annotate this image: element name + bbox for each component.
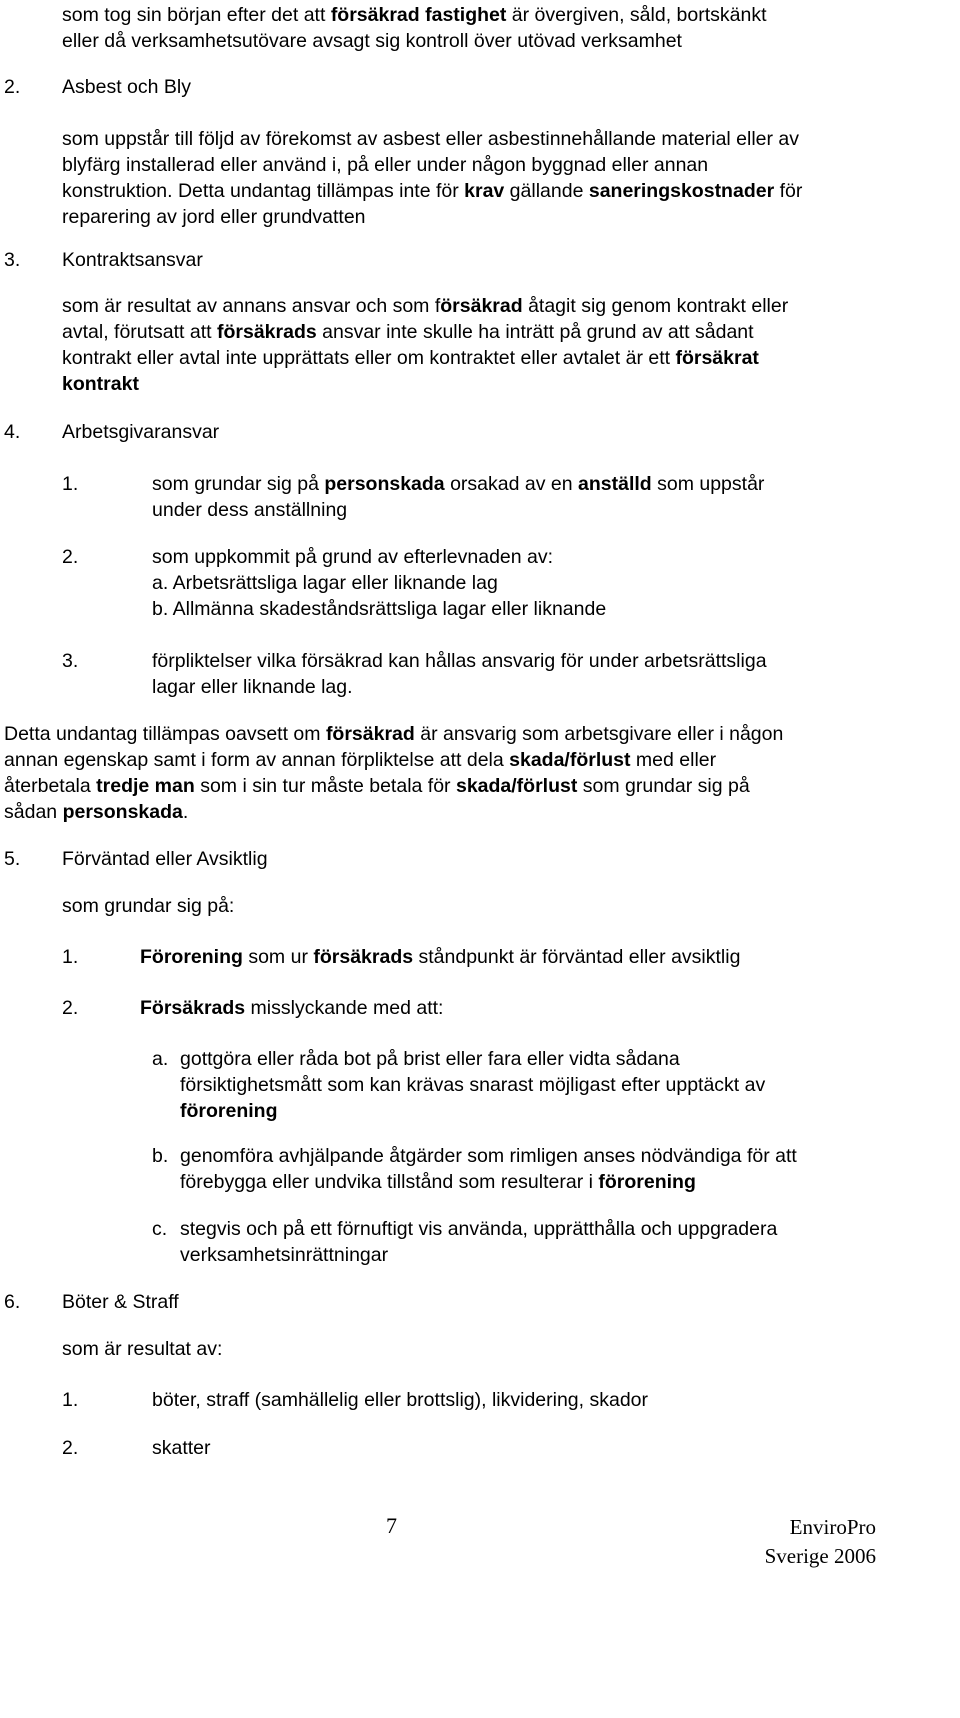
section-5-item-2-text: Försäkrads misslyckande med att: [140,997,444,1019]
section-5-item-2-number: 2. [62,997,79,1019]
section-5-lead: som grundar sig på: [62,895,235,917]
footer-brand-year: Sverige 2006 [764,1544,876,1568]
section-4-number: 4. [4,421,21,443]
section-5-item-1-text: Förorening som ur försäkrads ståndpunkt är förväntad eller avsiktlig [140,946,741,968]
section-2-line-3: konstruktion. Detta undantag tillämpas inte för krav gällande saneringskostnader för [62,180,803,202]
intro-line-2: eller då verksamhetsutövare avsagt sig kontroll över utövad verksamhet [62,30,682,52]
section-5-sub-a-line-2: försiktighetsmått som kan krävas snarast möjligast efter upptäckt av [180,1074,766,1096]
section-4-item-3-number: 3. [62,650,79,672]
section-3-line-2: avtal, förutsatt att försäkrads ansvar inte skulle ha inträtt på grund av att sådant [62,321,754,343]
intro-line-1: som tog sin början efter det att försäkrad fastighet är övergiven, såld, bortskänkt [62,4,767,26]
section-4-item-2-sub-b: b. Allmänna skadeståndsrättsliga lagar eller liknande [152,598,607,620]
section-5-sub-b-line-2: förebygga eller undvika tillstånd som resulterar i förorening [180,1171,696,1193]
section-6-number: 6. [4,1291,21,1313]
section-4-item-2-number: 2. [62,546,79,568]
section-2-line-1: som uppstår till följd av förekomst av asbest eller asbestinnehållande material eller av [62,128,800,150]
section-3-number: 3. [4,249,21,271]
section-2-line-4: reparering av jord eller grundvatten [62,206,366,228]
section-2-number: 2. [4,76,21,98]
section-2-line-2: blyfärg installerad eller använd i, på eller under någon byggnad eller annan [62,154,709,176]
section-4-title: Arbetsgivaransvar [62,421,220,443]
section-4-note-line-1: Detta undantag tillämpas oavsett om försäkrad är ansvarig som arbetsgivare eller i någon [4,723,784,745]
section-4-item-2-sub-a: a. Arbetsrättsliga lagar eller liknande lag [152,572,498,594]
section-5-sub-a-letter: a. [152,1048,169,1070]
footer-brand-name: EnviroPro [789,1515,876,1539]
section-5-sub-a-line-1: gottgöra eller råda bot på brist eller fara eller vidta sådana [180,1048,680,1070]
section-6-item-1-text: böter, straff (samhällelig eller brottslig), likvidering, skador [152,1389,649,1411]
section-4-item-3-line-1: förpliktelser vilka försäkrad kan hållas ansvarig för under arbetsrättsliga [152,650,767,672]
section-5-item-1-number: 1. [62,946,79,968]
section-3-title: Kontraktsansvar [62,249,203,271]
section-4-note-line-4: sådan personskada. [4,801,189,823]
section-4-item-1-number: 1. [62,473,79,495]
section-5-sub-c-line-2: verksamhetsinrättningar [180,1244,389,1266]
section-4-item-1-line-2: under dess anställning [152,499,348,521]
section-5-sub-c-line-1: stegvis och på ett förnuftigt vis använda, upprätthålla och uppgradera [180,1218,778,1240]
section-6-title: Böter & Straff [62,1291,179,1313]
section-5-sub-a-line-3: förorening [180,1100,278,1122]
section-5-number: 5. [4,848,21,870]
footer-brand [765,1513,876,1571]
section-3-line-1: som är resultat av annans ansvar och som försäkrad åtagit sig genom kontrakt eller [62,295,789,317]
section-4-item-3-line-2: lagar eller liknande lag. [152,676,353,698]
section-3-line-3: kontrakt eller avtal inte upprättats eller om kontraktet eller avtalet är ett försäkrat [62,347,759,369]
section-6-item-2-text: skatter [152,1437,211,1459]
section-4-note-line-3: återbetala tredje man som i sin tur måste betala för skada/förlust som grundar sig på [4,775,750,797]
section-6-item-1-number: 1. [62,1389,79,1411]
section-3-line-4: kontrakt [62,373,139,395]
section-5-sub-b-letter: b. [152,1145,169,1167]
section-4-item-1-line-1: som grundar sig på personskada orsakad av en anställd som uppstår [152,473,765,495]
section-4-note-line-2: annan egenskap samt i form av annan förpliktelse att dela skada/förlust med eller [4,749,717,771]
section-6-item-2-number: 2. [62,1437,79,1459]
section-4-item-2-line-1: som uppkommit på grund av efterlevnaden av: [152,546,554,568]
section-5-title: Förväntad eller Avsiktlig [62,848,268,870]
section-6-lead: som är resultat av: [62,1338,223,1360]
section-2-title: Asbest och Bly [62,76,191,98]
section-5-sub-c-letter: c. [152,1218,168,1240]
page-number: 7 [386,1513,397,1538]
section-5-sub-b-line-1: genomföra avhjälpande åtgärder som rimligen anses nödvändiga för att [180,1145,797,1167]
